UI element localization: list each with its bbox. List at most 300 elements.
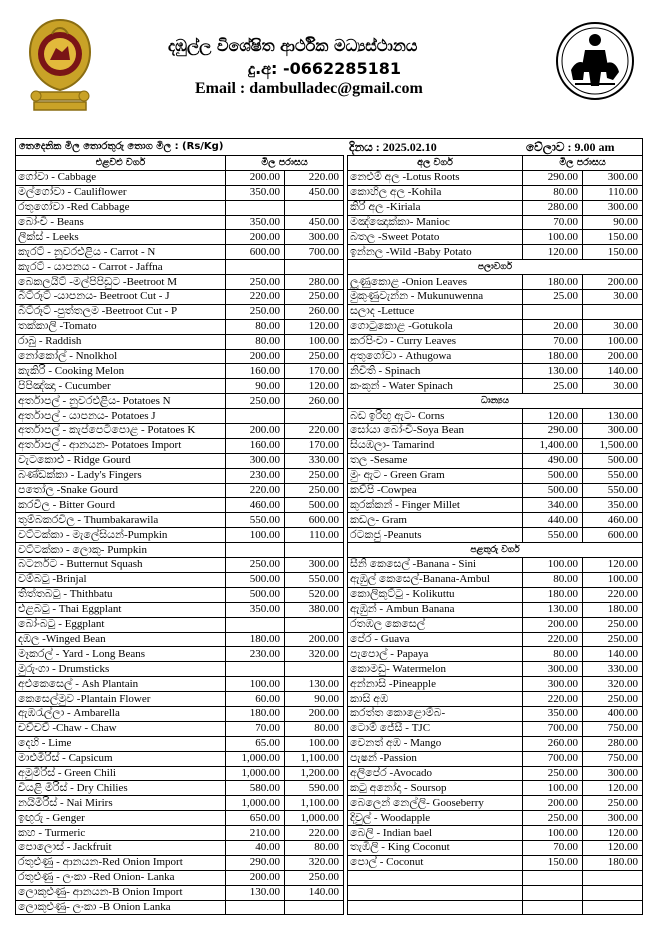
vegetable-name: අර්තාපල් - කැප්පෙටිපොළ - Potatoes K [16, 424, 226, 439]
item-name: කඩල- Gram [348, 513, 523, 528]
table-row [16, 334, 643, 349]
min-price: 220.00 [226, 290, 285, 305]
min-price: 100.00 [523, 781, 583, 796]
min-price: 200.00 [226, 424, 285, 439]
table-row [16, 885, 643, 900]
item-name: සියඹලා- Tamarind [348, 438, 523, 453]
table-row [16, 647, 643, 662]
min-price: 600.00 [226, 245, 285, 260]
max-price: 180.00 [583, 602, 643, 617]
item-name: මුං ඇට - Green Gram [348, 468, 523, 483]
vegetable-name: බීට්රූට් -යාපනය- Beetroot Cut - J [16, 290, 226, 305]
table-row [16, 260, 643, 275]
vegetable-name: කැරට් - යාපනය - Carrot - Jaffna [16, 260, 226, 275]
min-price: 1,400.00 [523, 438, 583, 453]
vegetable-name: වැටකොළු - Ridge Gourd [16, 453, 226, 468]
min-price: 200.00 [226, 870, 285, 885]
max-price: 80.00 [285, 721, 344, 736]
section-heading: පලාවර්ග [348, 260, 643, 275]
min-price: 220.00 [226, 483, 285, 498]
max-price: 100.00 [285, 736, 344, 751]
item-name: ගොටුකොළ -Gotukola [348, 319, 523, 334]
table-row [16, 751, 643, 766]
max-price [583, 885, 643, 900]
max-price: 220.00 [285, 424, 344, 439]
item-name: අතුගෝවා - Athugowa [348, 349, 523, 364]
section-heading: ධාන්‍යය [348, 394, 643, 409]
max-price: 250.00 [285, 870, 344, 885]
vegetable-name: චව්චව් -Chaw - Chaw [16, 721, 226, 736]
vegetable-name: වම්බටු -Brinjal [16, 572, 226, 587]
vegetable-name: වියළි මිරිස් - Dry Chilies [16, 781, 226, 796]
table-row [16, 215, 643, 230]
table-row [16, 424, 643, 439]
min-price: 290.00 [523, 424, 583, 439]
max-price: 400.00 [583, 706, 643, 721]
table-row [16, 632, 643, 647]
min-price: 100.00 [226, 677, 285, 692]
max-price: 700.00 [285, 245, 344, 260]
vegetable-name: තක්කාලි -Tomato [16, 319, 226, 334]
max-price [285, 900, 344, 915]
min-price: 230.00 [226, 647, 285, 662]
min-price: 80.00 [523, 647, 583, 662]
max-price: 120.00 [583, 826, 643, 841]
farmer-trade-logo-icon [555, 20, 635, 102]
max-price: 200.00 [285, 706, 344, 721]
max-price: 280.00 [285, 275, 344, 290]
table-row [16, 721, 643, 736]
max-price: 500.00 [583, 453, 643, 468]
max-price: 110.00 [583, 185, 643, 200]
vegetable-name: කරවිල - Bitter Gourd [16, 498, 226, 513]
vegetable-name: ලීක්ස් - Leeks [16, 230, 226, 245]
item-name: ටොම් ජේසී - TJC [348, 721, 523, 736]
min-price: 160.00 [226, 438, 285, 453]
table-row [16, 468, 643, 483]
table-row [16, 528, 643, 543]
item-name: තැඹිලි - King Coconut [348, 840, 523, 855]
min-price [226, 409, 285, 424]
min-price: 500.00 [523, 468, 583, 483]
min-price: 350.00 [226, 185, 285, 200]
min-price: 250.00 [226, 558, 285, 573]
max-price: 220.00 [583, 587, 643, 602]
table-row [16, 349, 643, 364]
min-price: 200.00 [523, 617, 583, 632]
max-price [285, 260, 344, 275]
min-price: 300.00 [523, 662, 583, 677]
max-price: 320.00 [285, 855, 344, 870]
min-price: 1,000.00 [226, 766, 285, 781]
page-title: දඹුල්ල විශේෂිත ආර්ථික මධ්‍යස්ථානය [168, 36, 418, 55]
max-price [583, 304, 643, 319]
vegetable-name: බෙකලයිට් -මල්පිපිඩුට -Beetroot M [16, 275, 226, 290]
min-price: 180.00 [523, 587, 583, 602]
vegetable-name: අර්තාපල් - ආනයන- Potatoes Import [16, 438, 226, 453]
min-price: 130.00 [523, 364, 583, 379]
table-row [16, 245, 643, 260]
min-price: 300.00 [523, 677, 583, 692]
min-price [226, 617, 285, 632]
min-price: 350.00 [226, 215, 285, 230]
vegetable-name: නෝකෝල් - Nnolkhol [16, 349, 226, 364]
min-price: 120.00 [523, 245, 583, 260]
min-price: 130.00 [226, 885, 285, 900]
table-row [16, 185, 643, 200]
min-price [226, 200, 285, 215]
max-price: 550.00 [583, 483, 643, 498]
item-name: කංකුන් - Water Spinach [348, 379, 523, 394]
min-price: 290.00 [226, 855, 285, 870]
vegetable-name: ගෝවා - Cabbage [16, 170, 226, 185]
max-price: 120.00 [285, 319, 344, 334]
min-price: 300.00 [226, 453, 285, 468]
vegetable-name: ලොකුළුණු- ආනයන-B Onion Import [16, 885, 226, 900]
item-name: කොහිල අල -Kohila [348, 185, 523, 200]
max-price: 300.00 [583, 811, 643, 826]
min-price: 120.00 [523, 409, 583, 424]
max-price: 140.00 [285, 885, 344, 900]
max-price: 170.00 [285, 438, 344, 453]
item-name: කරපිංචා - Curry Leaves [348, 334, 523, 349]
item-name: පේර - Guava [348, 632, 523, 647]
max-price [285, 617, 344, 632]
item-name: සීනි කෙසෙල් -Banana - Sini [348, 558, 523, 573]
min-price: 550.00 [523, 528, 583, 543]
max-price: 180.00 [583, 855, 643, 870]
table-row [16, 394, 643, 409]
header [0, 0, 657, 135]
max-price [583, 900, 643, 915]
min-price: 250.00 [523, 766, 583, 781]
min-price: 490.00 [523, 453, 583, 468]
min-price: 70.00 [523, 840, 583, 855]
vegetable-name: රාබු - Raddish [16, 334, 226, 349]
vegetable-name: කෙසෙල්මුව -Plantain Flower [16, 692, 226, 707]
min-price: 80.00 [523, 572, 583, 587]
max-price: 120.00 [285, 379, 344, 394]
max-price: 380.00 [285, 602, 344, 617]
table-row [16, 617, 643, 632]
vegetable-name: කහ - Turmeric [16, 826, 226, 841]
max-price: 750.00 [583, 751, 643, 766]
max-price: 120.00 [583, 781, 643, 796]
min-price: 280.00 [523, 200, 583, 215]
vegetable-name: මල්ගෝවා - Cauliflower [16, 185, 226, 200]
table-row [16, 498, 643, 513]
min-price: 500.00 [226, 572, 285, 587]
min-price: 70.00 [226, 721, 285, 736]
min-price: 25.00 [523, 379, 583, 394]
vegetable-name: ඉඟුරු - Genger [16, 811, 226, 826]
min-price: 210.00 [226, 826, 285, 841]
table-row [16, 543, 643, 558]
min-price [523, 885, 583, 900]
max-price: 300.00 [583, 200, 643, 215]
item-name: ඉන්නල -Wild -Baby Potato [348, 245, 523, 260]
min-price: 150.00 [523, 855, 583, 870]
max-price: 450.00 [285, 185, 344, 200]
min-price: 440.00 [523, 513, 583, 528]
max-price: 130.00 [583, 409, 643, 424]
table-row [16, 677, 643, 692]
table-row [16, 275, 643, 290]
max-price: 100.00 [583, 572, 643, 587]
min-price: 700.00 [523, 721, 583, 736]
item-name: ඇඹුන් - Ambun Banana [348, 602, 523, 617]
item-name: කොමඩු- Watermelon [348, 662, 523, 677]
telephone: දු.අ: -0662285181 [248, 59, 401, 78]
vegetable-name: එළබටු - Thai Eggplant [16, 602, 226, 617]
min-price: 200.00 [226, 230, 285, 245]
vegetable-name: දෙහි - Lime [16, 736, 226, 751]
max-price [285, 662, 344, 677]
vegetable-name: බෝංබටු - Eggplant [16, 617, 226, 632]
table-row [16, 826, 643, 841]
table-row [16, 572, 643, 587]
item-name: බෙලි - Indian bael [348, 826, 523, 841]
max-price: 460.00 [583, 513, 643, 528]
min-price: 250.00 [226, 275, 285, 290]
min-price: 20.00 [523, 319, 583, 334]
max-price: 1,200.00 [285, 766, 344, 781]
max-price: 300.00 [285, 230, 344, 245]
max-price: 220.00 [285, 170, 344, 185]
table-row [16, 781, 643, 796]
item-name [348, 870, 523, 885]
max-price: 250.00 [583, 796, 643, 811]
item-name: වෙනත් අඹ - Mango [348, 736, 523, 751]
time-label: වේලාව : 9.00 am [526, 140, 615, 154]
max-price: 550.00 [285, 572, 344, 587]
min-price: 250.00 [226, 394, 285, 409]
min-price: 40.00 [226, 840, 285, 855]
min-price: 220.00 [523, 692, 583, 707]
vegetable-name: බණ්ඩක්කා - Lady's Fingers [16, 468, 226, 483]
vegetable-name: කැකිරි - Cooking Melon [16, 364, 226, 379]
min-price [226, 260, 285, 275]
vegetable-name: පතෝල -Snake Gourd [16, 483, 226, 498]
table-row [16, 200, 643, 215]
max-price: 300.00 [583, 766, 643, 781]
max-price: 120.00 [583, 558, 643, 573]
item-name: කොලිකුට්ටු - Kolikuttu [348, 587, 523, 602]
item-name [348, 900, 523, 915]
item-name: බෙලෙන් නෙල්ලි- Gooseberry [348, 796, 523, 811]
max-price: 170.00 [285, 364, 344, 379]
table-row [16, 900, 643, 915]
vegetable-name: පොලොස් - Jackfruit [16, 840, 226, 855]
item-name: අලිපේර -Avocado [348, 766, 523, 781]
max-price [285, 409, 344, 424]
min-price: 350.00 [226, 602, 285, 617]
item-name: සෝයා බෝංචි-Soya Bean [348, 424, 523, 439]
max-price: 90.00 [285, 692, 344, 707]
item-name [348, 885, 523, 900]
min-price: 260.00 [523, 736, 583, 751]
item-name: කුරක්කන් - Finger Millet [348, 498, 523, 513]
item-name: පැෂන් -Passion [348, 751, 523, 766]
max-price: 120.00 [583, 840, 643, 855]
item-name: නෙළුම් අල -Lotus Roots [348, 170, 523, 185]
min-price: 250.00 [523, 811, 583, 826]
min-price: 180.00 [226, 706, 285, 721]
vegetable-name: අමුමිරිස් - Green Chili [16, 766, 226, 781]
table-row [16, 230, 643, 245]
min-price: 100.00 [523, 826, 583, 841]
table-row [16, 304, 643, 319]
table-row [16, 558, 643, 573]
item-name: ඇඹුල් කෙසෙල්-Banana-Ambul [348, 572, 523, 587]
max-price: 250.00 [285, 290, 344, 305]
table-row [16, 796, 643, 811]
vegetable-name: අළුකෙසෙල් - Ash Plantain [16, 677, 226, 692]
min-price: 500.00 [226, 587, 285, 602]
min-price: 230.00 [226, 468, 285, 483]
min-price: 100.00 [226, 528, 285, 543]
min-price [226, 900, 285, 915]
item-name: ලූණුකොළ -Onion Leaves [348, 275, 523, 290]
vegetable-name: කැරට් - නුවරඑළිය - Carrot - N [16, 245, 226, 260]
max-price: 130.00 [285, 677, 344, 692]
min-price: 80.00 [226, 319, 285, 334]
min-price: 460.00 [226, 498, 285, 513]
max-price: 30.00 [583, 290, 643, 305]
min-price: 500.00 [523, 483, 583, 498]
table-row [16, 706, 643, 721]
min-price: 220.00 [523, 632, 583, 647]
min-price: 65.00 [226, 736, 285, 751]
table-row [16, 513, 643, 528]
item-name: පොල් - Coconut [348, 855, 523, 870]
price-table [15, 155, 643, 915]
min-price: 1,000.00 [226, 796, 285, 811]
table-row [16, 811, 643, 826]
table-row [16, 870, 643, 885]
min-price: 580.00 [226, 781, 285, 796]
item-name: අන්නාසි -Pineapple [348, 677, 523, 692]
max-price: 520.00 [285, 587, 344, 602]
vegetable-name: පිපිඤ්ඤා - Cucumber [16, 379, 226, 394]
vegetable-name: රතුළුණු - ආනයන-Red Onion Import [16, 855, 226, 870]
vegetable-name: නයිමිරිස් - Nai Mirirs [16, 796, 226, 811]
table-row [16, 587, 643, 602]
left-price-header: මිල පරාසය [226, 156, 344, 171]
item-name: සලාද -Lettuce [348, 304, 523, 319]
table-row [16, 170, 643, 185]
vegetable-name: ලොකුළුණු- ලංකා -B Onion Lanka [16, 900, 226, 915]
item-name: මඤ්ඤොක්කා- Manioc [348, 215, 523, 230]
min-price: 100.00 [523, 230, 583, 245]
min-price: 200.00 [523, 796, 583, 811]
min-price: 130.00 [523, 602, 583, 617]
min-price [226, 543, 285, 558]
vegetable-name: ඇඹරැල්ලා - Ambarella [16, 706, 226, 721]
item-name: බඩ ඉරිඟු ඇට- Corns [348, 409, 523, 424]
vegetable-name: බීට්රූට් -පුත්තලම -Beetroot Cut - P [16, 304, 226, 319]
min-price: 90.00 [226, 379, 285, 394]
max-price [285, 543, 344, 558]
vegetable-name: මෑකරල් - Yard - Long Beans [16, 647, 226, 662]
min-price: 70.00 [523, 215, 583, 230]
max-price: 100.00 [285, 334, 344, 349]
max-price: 200.00 [583, 275, 643, 290]
table-row [16, 766, 643, 781]
vegetable-name: බෝංචි - Beans [16, 215, 226, 230]
max-price: 500.00 [285, 498, 344, 513]
vegetable-name: අර්තාපල් - නුවරඑළිය- Potatoes N [16, 394, 226, 409]
min-price: 650.00 [226, 811, 285, 826]
min-price: 1,000.00 [226, 751, 285, 766]
max-price: 300.00 [285, 558, 344, 573]
min-price [523, 870, 583, 885]
max-price: 1,100.00 [285, 751, 344, 766]
vegetable-name: තිත්තබටු - Thithbatu [16, 587, 226, 602]
vegetable-name: රතුගෝවා -Red Cabbage [16, 200, 226, 215]
left-col-header: එළවළු වර්ග [16, 156, 226, 171]
table-row [16, 319, 643, 334]
max-price: 590.00 [285, 781, 344, 796]
item-name: කටු අනෝදා - Soursop [348, 781, 523, 796]
max-price: 320.00 [285, 647, 344, 662]
right-col-header: අල වර්ග [348, 156, 523, 171]
max-price: 1,100.00 [285, 796, 344, 811]
vegetable-name: බටර්නට - Butternut Squash [16, 558, 226, 573]
table-header-row [16, 156, 643, 171]
max-price: 250.00 [583, 617, 643, 632]
item-name: කාසි අඹ [348, 692, 523, 707]
vegetable-name: වට්ටක්කා - ලොකු- Pumpkin [16, 543, 226, 558]
max-price: 90.00 [583, 215, 643, 230]
min-price: 80.00 [523, 185, 583, 200]
max-price: 750.00 [583, 721, 643, 736]
max-price: 150.00 [583, 245, 643, 260]
max-price: 80.00 [285, 840, 344, 855]
min-price: 70.00 [523, 334, 583, 349]
vegetable-name: තුම්බකරවිල - Thumbakarawila [16, 513, 226, 528]
max-price: 30.00 [583, 319, 643, 334]
vegetable-name: වට්ටක්කා - මැලේසියන්-Pumpkin [16, 528, 226, 543]
item-name: දිවුල් - Woodapple [348, 811, 523, 826]
table-row [16, 662, 643, 677]
max-price [583, 870, 643, 885]
table-row [16, 379, 643, 394]
table-row [16, 438, 643, 453]
max-price: 30.00 [583, 379, 643, 394]
vegetable-name: මුරුංගා - Drumsticks [16, 662, 226, 677]
max-price: 300.00 [583, 170, 643, 185]
max-price: 200.00 [285, 632, 344, 647]
item-name: කරත්ත කොළොම්බ- [348, 706, 523, 721]
min-price: 160.00 [226, 364, 285, 379]
item-name: බතල -Sweet Potato [348, 230, 523, 245]
section-heading: පළතුරු වර්ග [348, 543, 643, 558]
max-price: 110.00 [285, 528, 344, 543]
max-price: 250.00 [285, 468, 344, 483]
date-label: දිනය : 2025.02.10 [349, 140, 437, 154]
min-price: 80.00 [226, 334, 285, 349]
min-price: 60.00 [226, 692, 285, 707]
min-price: 180.00 [226, 632, 285, 647]
email: Email : dambulladec@gmail.com [195, 80, 423, 97]
vegetable-name: දඹල -Winged Bean [16, 632, 226, 647]
table-row [16, 840, 643, 855]
right-price-header: මිල පරාසය [523, 156, 643, 171]
max-price: 140.00 [583, 647, 643, 662]
max-price: 250.00 [285, 483, 344, 498]
max-price: 330.00 [285, 453, 344, 468]
